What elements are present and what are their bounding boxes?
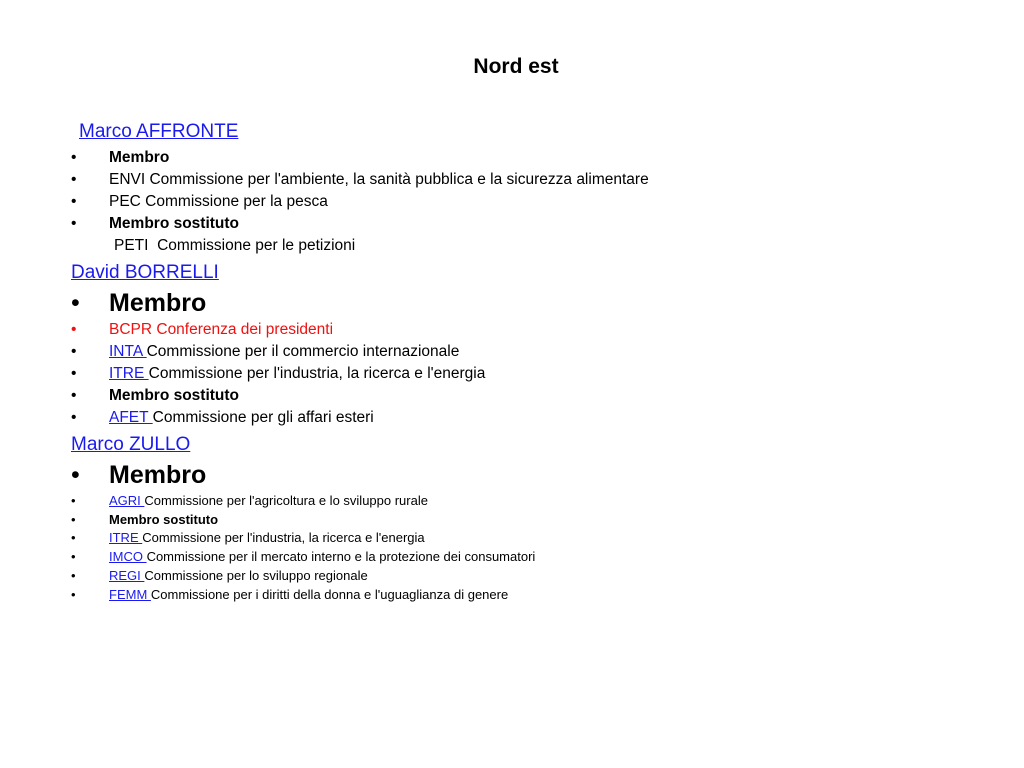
bullet-icon: • bbox=[71, 365, 77, 382]
bullet-icon: • bbox=[71, 149, 77, 166]
person-name-zullo[interactable] bbox=[71, 433, 190, 457]
committee-code-link[interactable]: FEMM bbox=[109, 587, 151, 602]
committee-entry bbox=[109, 408, 374, 428]
bullet-icon: • bbox=[71, 587, 76, 602]
bullet-icon: • bbox=[71, 530, 76, 545]
committee-entry bbox=[109, 342, 459, 362]
committee-text: BCPR Conferenza dei presidenti bbox=[109, 321, 334, 338]
bullet-icon: • bbox=[71, 493, 76, 508]
person-name-affronte[interactable] bbox=[79, 120, 238, 144]
committee-text: ENVI Commissione per l'ambiente, la sanità pubblica e la sicurezza alimentare bbox=[109, 171, 649, 188]
committee-entry bbox=[109, 548, 535, 565]
committee-code-link[interactable]: ITRE bbox=[109, 365, 149, 382]
committee-entry bbox=[109, 567, 368, 584]
role-label: Membro sostituto bbox=[109, 387, 240, 404]
committee-code-link[interactable]: ITRE bbox=[109, 530, 143, 545]
bullet-icon: • bbox=[71, 289, 80, 317]
committee-text: Commissione per l'industria, la ricerca e l'energia bbox=[142, 530, 425, 545]
bullet-icon: • bbox=[71, 461, 80, 489]
committee-text: PETI Commissione per le petizioni bbox=[114, 237, 356, 254]
committee-code-link[interactable]: AGRI bbox=[109, 493, 145, 508]
bullet-icon: • bbox=[71, 193, 77, 210]
role-label: Membro bbox=[109, 461, 207, 489]
committee-code-link[interactable]: REGI bbox=[109, 568, 145, 583]
committee-entry bbox=[109, 529, 425, 546]
committee-text: PEC Commissione per la pesca bbox=[109, 193, 328, 210]
committee-note bbox=[114, 236, 355, 256]
committee-code-link[interactable]: IMCO bbox=[109, 549, 147, 564]
committee-code-link[interactable]: AFET bbox=[109, 409, 153, 426]
committee-entry bbox=[109, 364, 485, 384]
role-label: Membro bbox=[109, 289, 207, 317]
bullet-icon: • bbox=[71, 568, 76, 583]
committee-text: Commissione per l'agricoltura e lo sviluppo rurale bbox=[144, 493, 428, 508]
bullet-icon: • bbox=[71, 549, 76, 564]
bullet-icon: • bbox=[71, 321, 77, 338]
role-label: Membro sostituto bbox=[109, 215, 240, 232]
bullet-icon: • bbox=[71, 512, 76, 527]
committee-entry bbox=[109, 586, 508, 603]
member-link[interactable]: Marco AFFRONTE bbox=[79, 121, 239, 142]
person-name-borrelli[interactable] bbox=[71, 261, 219, 285]
bullet-icon: • bbox=[71, 343, 77, 360]
committee-text: Commissione per l'industria, la ricerca e l'energia bbox=[148, 365, 486, 382]
committee-text: Commissione per il mercato interno e la protezione dei consumatori bbox=[146, 549, 536, 564]
role-label: Membro sostituto bbox=[109, 512, 219, 527]
bullet-icon: • bbox=[71, 387, 77, 404]
member-link[interactable]: David BORRELLI bbox=[71, 262, 219, 283]
bullet-icon: • bbox=[71, 409, 77, 426]
committee-code-link[interactable]: INTA bbox=[109, 343, 147, 360]
committee-text: Commissione per lo sviluppo regionale bbox=[144, 568, 368, 583]
bullet-icon: • bbox=[71, 215, 77, 232]
committee-text: Commissione per i diritti della donna e l'uguaglianza di genere bbox=[150, 587, 509, 602]
committee-entry bbox=[109, 492, 428, 509]
committee-text: Commissione per gli affari esteri bbox=[152, 409, 374, 426]
committee-text: Commissione per il commercio internazionale bbox=[146, 343, 460, 360]
slide-title: Nord est bbox=[473, 55, 559, 78]
bullet-icon: • bbox=[71, 171, 77, 188]
member-link[interactable]: Marco ZULLO bbox=[71, 434, 191, 455]
role-label: Membro bbox=[109, 149, 170, 166]
